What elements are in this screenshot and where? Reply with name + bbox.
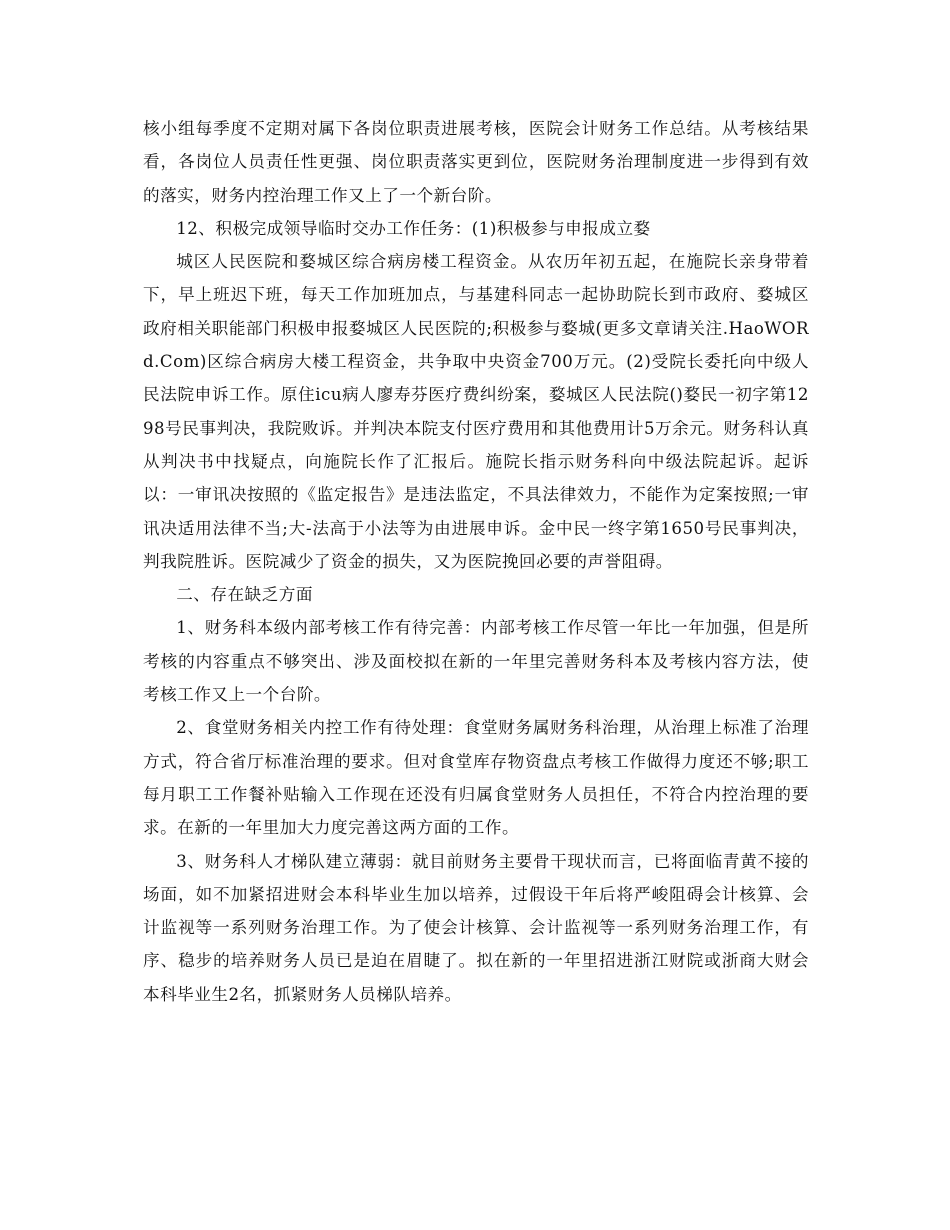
document-body [143, 112, 809, 1011]
section-heading-shortcomings: 二、存在缺乏方面 [176, 585, 313, 605]
paragraph-project-funding: 城区人民医院和婺城区综合病房楼工程资金。从农历年初五起，在施院长亲身带着下，早上班迟下班，每天工作加班加点，与基建科同志一起协助院长到市政府、婺城区政府相关职能部门积极申报婺城区人民医院的;积极参与婺城(更多文章请关注.HaoWORd.Com)区综合病房大楼工程资金，共争取中央资金700万元。(2)受院长委托向中级人民法院申诉工作。原住icu病人廖寿芬医疗费纠纷案，婺城区人民法院()婺民一初字第1298号民事判决，我院败诉。并判决本院支付医疗费用和其他费用计5万余元。财务科认真从判决书中找疑点，向施院长作了汇报后。施院长指示财务科向中级法院起诉。起诉以：一审讯决按照的《监定报告》是违法监定，不具法律效力，不能作为定案按照;一审讯决适用法律不当;大-法高于小法等为由进展申诉。金中民一终字第1650号民事判决，判我院胜诉。医院减少了资金的损失，又为医院挽回必要的声誉阻碍。 [143, 252, 809, 571]
paragraph-shortcoming-3: 3、财务科人才梯队建立薄弱：就目前财务主要骨干现状而言，已将面临青黄不接的场面，如不加紧招进财会本科毕业生加以培养，过假设干年后将严峻阻碍会计核算、会计监视等一系列财务治理工作。为了使会计核算、会计监视等一系列财务治理工作，有序、稳步的培养财务人员已是迫在眉睫了。拟在新的一年里招进浙江财院或浙商大财会本科毕业生2名，抓紧财务人员梯队培养。 [143, 851, 809, 1004]
paragraph-assessment-results: 核小组每季度不定期对属下各岗位职责进展考核，医院会计财务工作总结。从考核结果看，各岗位人员责任性更强、岗位职责落实更到位，医院财务治理制度进一步得到有效的落实，财务内控治理工作又上了一个新台阶。 [143, 119, 809, 205]
paragraph-shortcoming-1: 1、财务科本级内部考核工作有待完善：内部考核工作尽管一年比一年加强，但是所考核的内容重点不够突出、涉及面校拟在新的一年里完善财务科本及考核内容方法，使考核工作又上一个台阶。 [143, 618, 809, 705]
paragraph-item-12: 12、积极完成领导临时交办工作任务：(1)积极参与申报成立婺 [176, 218, 651, 238]
paragraph-shortcoming-2: 2、食堂财务相关内控工作有待处理：食堂财务属财务科治理，从治理上标准了治理方式，符合省厅标准治理的要求。但对食堂库存物资盘点考核工作做得力度还不够;职工每月职工工作餐补贴输入工作现在还没有归属食堂财务人员担任，不符合内控治理的要求。在新的一年里加大力度完善这两方面的工作。 [143, 718, 809, 838]
